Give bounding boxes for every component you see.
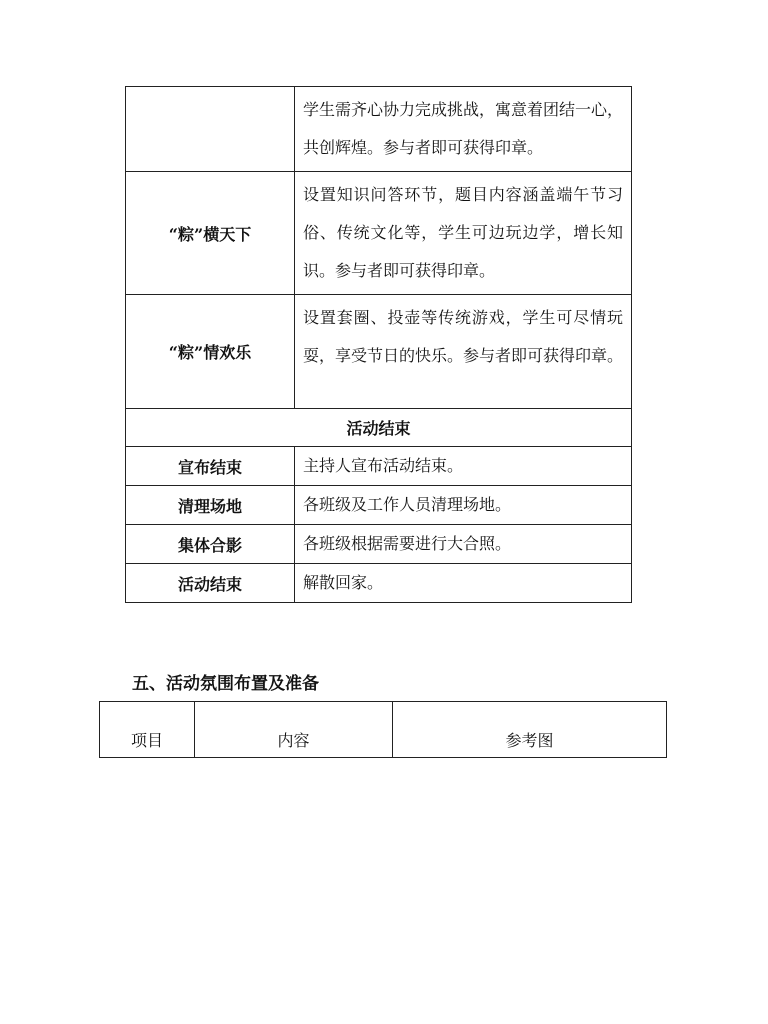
activity-desc-cell: 设置知识问答环节，题目内容涵盖端午节习俗、传统文化等，学生可边玩边学，增长知识。参与者即可获得印章。	[295, 172, 632, 295]
table-row	[126, 172, 632, 295]
activity-name-cell: “粽”情欢乐	[126, 295, 295, 409]
step-name-cell: 集体合影	[126, 525, 295, 564]
activity-desc-cell: 设置套圈、投壶等传统游戏，学生可尽情玩耍，享受节日的快乐。参与者即可获得印章。	[295, 295, 632, 409]
step-name-cell: 宣布结束	[126, 447, 295, 486]
preparation-table	[99, 701, 667, 758]
table-row	[126, 564, 632, 603]
table-row	[126, 87, 632, 172]
step-name-cell: 清理场地	[126, 486, 295, 525]
activity-name-cell: “粽”横天下	[126, 172, 295, 295]
activity-name-cell	[126, 87, 295, 172]
table-row	[126, 295, 632, 409]
step-desc-cell: 主持人宣布活动结束。	[295, 447, 632, 486]
header-item: 项目	[100, 702, 195, 758]
step-desc-cell: 解散回家。	[295, 564, 632, 603]
header-reference-image: 参考图	[393, 702, 667, 758]
table-header-row	[100, 702, 667, 758]
table-row	[126, 525, 632, 564]
activity-desc-cell: 学生需齐心协力完成挑战，寓意着团结一心，共创辉煌。参与者即可获得印章。	[295, 87, 632, 172]
step-name-cell: 活动结束	[126, 564, 295, 603]
activity-table	[125, 86, 632, 603]
table-row	[126, 447, 632, 486]
table-row	[126, 486, 632, 525]
table-row	[126, 409, 632, 447]
section-heading: 五、活动氛围布置及准备	[132, 674, 319, 694]
header-content: 内容	[195, 702, 393, 758]
step-desc-cell: 各班级及工作人员清理场地。	[295, 486, 632, 525]
step-desc-cell: 各班级根据需要进行大合照。	[295, 525, 632, 564]
section-title-cell: 活动结束	[126, 409, 632, 447]
